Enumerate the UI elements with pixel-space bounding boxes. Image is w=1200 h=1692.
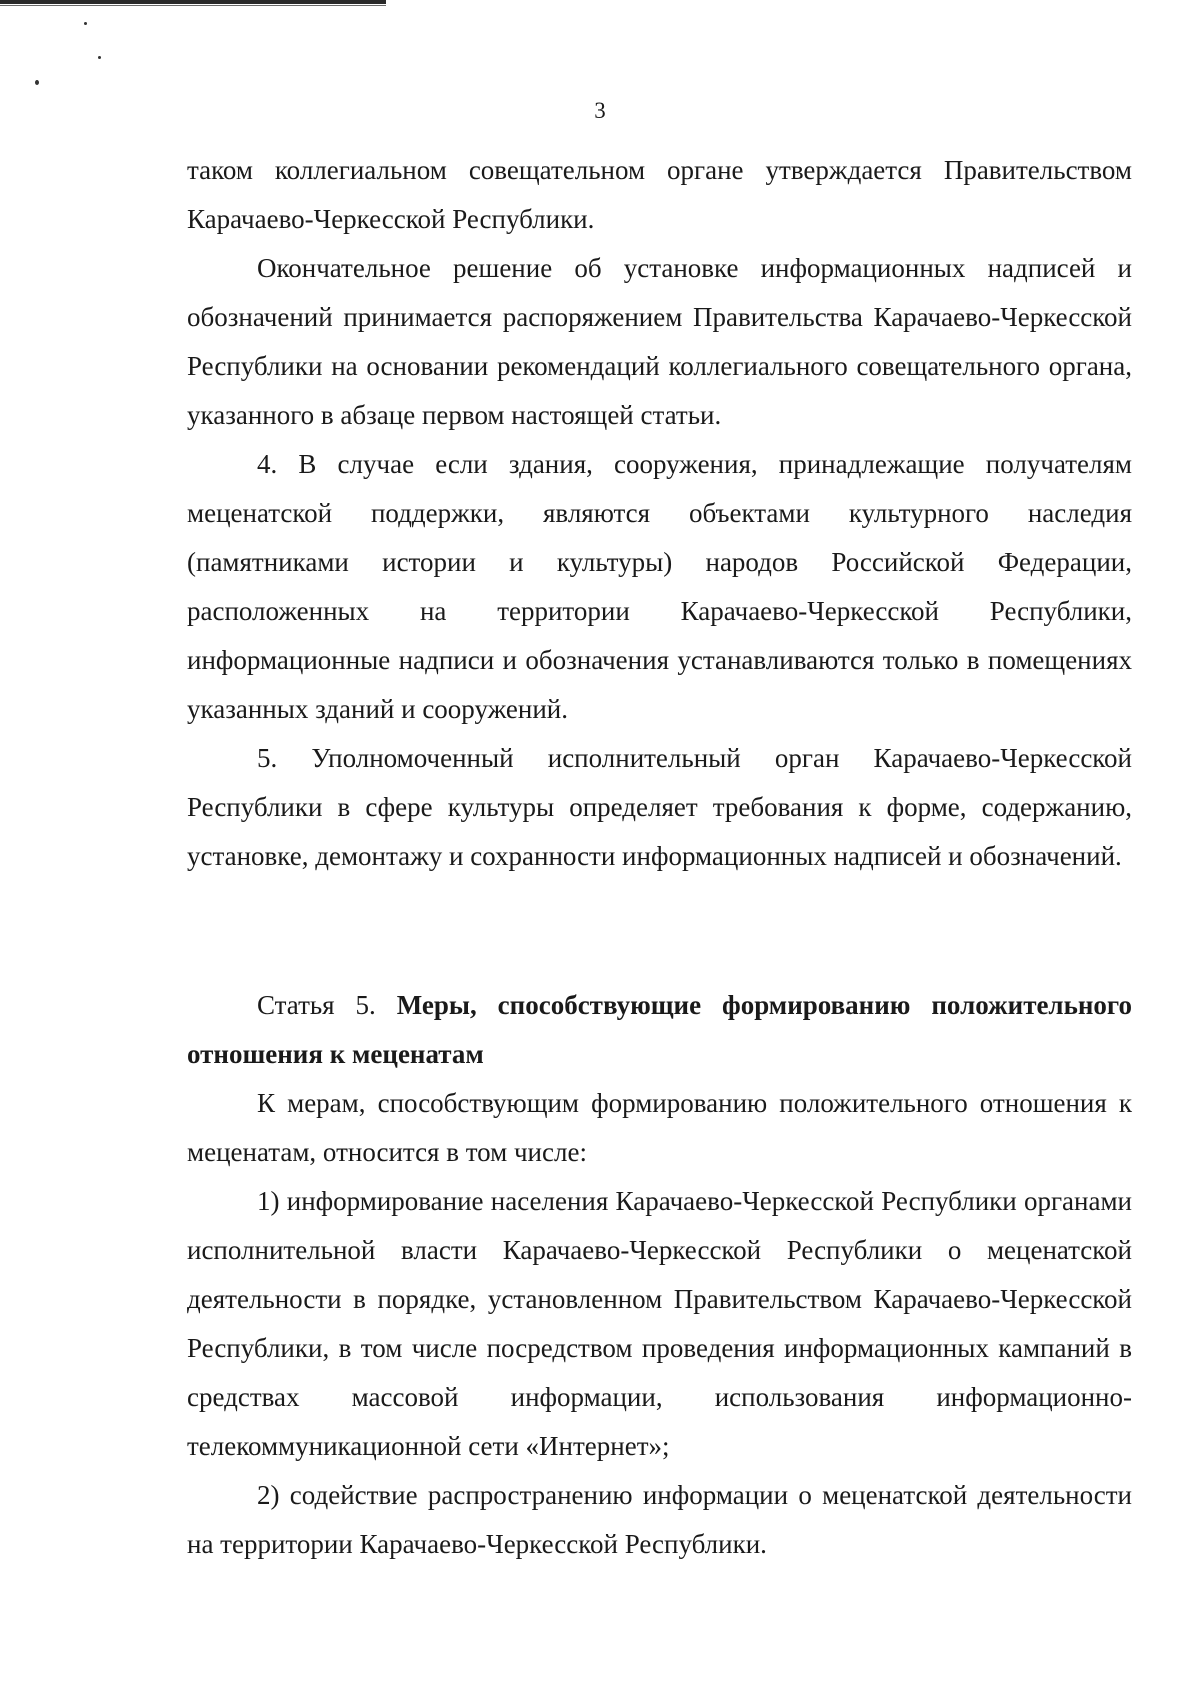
body-text-top <box>187 146 1132 881</box>
page-number: 3 <box>594 98 606 123</box>
scan-speck <box>84 22 87 25</box>
article-title: Меры, способствующие формированию положительного отношения к меценатам <box>187 990 1133 1069</box>
body-text-bottom <box>187 1079 1132 1569</box>
paragraph-measures-intro: К мерам, способствующим формированию положительного отношения к меценатам, относится в том числе: <box>187 1088 1132 1167</box>
scan-speck <box>35 80 39 85</box>
paragraph-measure-2: 2) содействие распространению информации о меценатской деятельности на территории Карачаево-Черкесской Республики. <box>187 1480 1132 1559</box>
paragraph-continuation: таком коллегиальном совещательном органе утверждается Правительством Карачаево-Черкесской Республики. <box>187 155 1132 234</box>
scan-speck <box>98 56 101 59</box>
scan-top-rule-thin <box>0 5 386 6</box>
paragraph-measure-1: 1) информирование населения Карачаево-Черкесской Республики органами исполнительной власти Карачаево-Черкесской Республики о меценатской деятельности в порядке, установленном Правительством Карачаево-Черкесской Республики, в том числе посредством проведения информационных кампаний в средствах массовой информации, использования информационно-телекоммуникационной сети «Интернет»; <box>187 1186 1132 1461</box>
scan-top-rule <box>0 0 386 4</box>
article-heading <box>187 981 1132 1079</box>
article-label: Статья 5. <box>257 990 376 1020</box>
paragraph-item-5: 5. Уполномоченный исполнительный орган Карачаево-Черкесской Республики в сфере культуры определяет требования к форме, содержанию, установке, демонтажу и сохранности информационных надписей и обозначений. <box>187 743 1132 871</box>
paragraph-final-decision: Окончательное решение об установке информационных надписей и обозначений принимается распоряжением Правительства Карачаево-Черкесской Республики на основании рекомендаций коллегиального совещательного органа, указанного в абзаце первом настоящей статьи. <box>187 253 1132 430</box>
paragraph-item-4: 4. В случае если здания, сооружения, принадлежащие получателям меценатской поддержки, являются объектами культурного наследия (памятниками истории и культуры) народов Российской Федерации, расположенных на территории Карачаево-Черкесской Республики, информационные надписи и обозначения устанавливаются только в помещениях указанных зданий и сооружений. <box>187 449 1132 724</box>
